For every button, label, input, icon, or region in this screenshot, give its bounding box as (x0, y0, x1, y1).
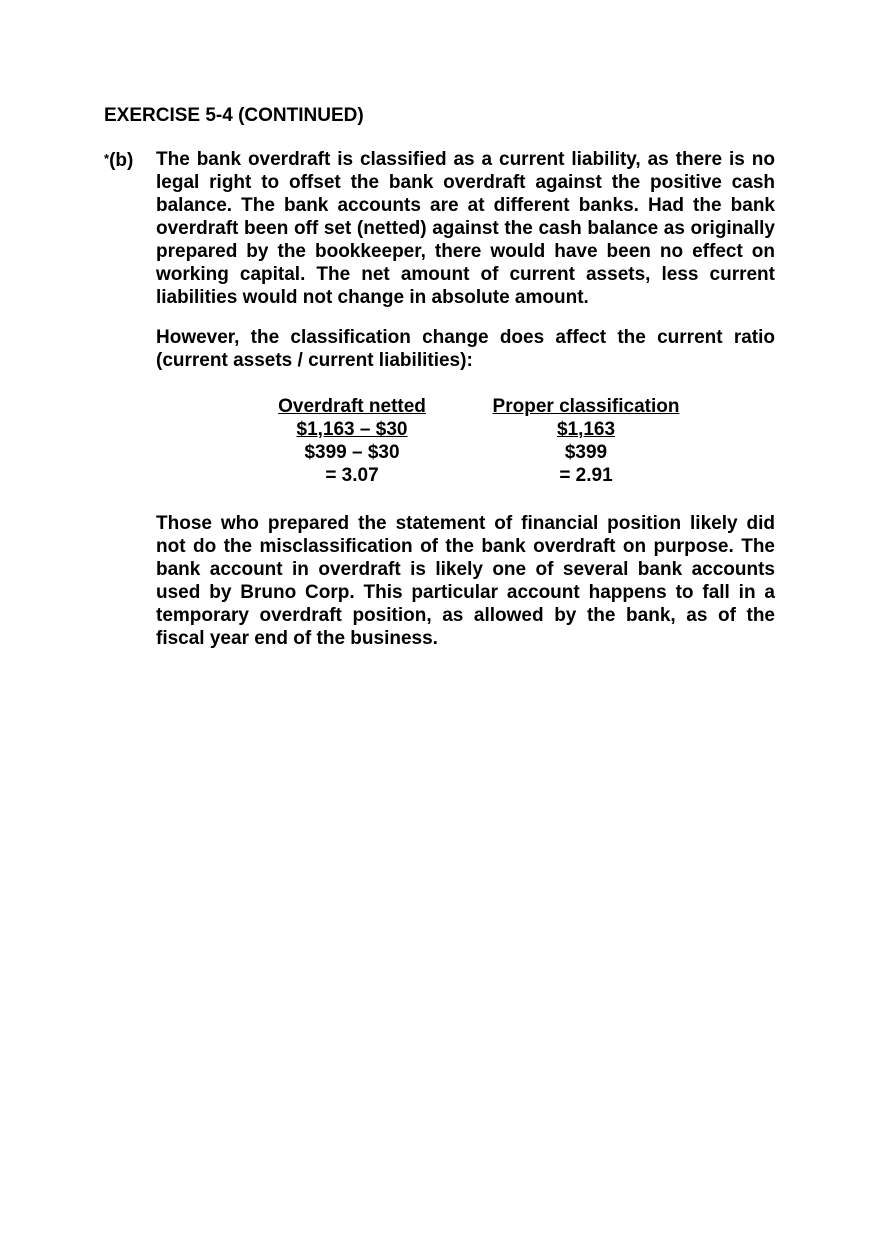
ratio-denominator-netted: $399 – $30 (304, 442, 400, 463)
ratio-numerator-netted: $1,163 – $30 (296, 419, 408, 440)
exercise-heading: EXERCISE 5-4 (CONTINUED) (104, 105, 364, 126)
ratio-result-proper: = 2.91 (559, 465, 613, 486)
ratio-result-netted: = 3.07 (325, 465, 379, 486)
paragraph-misclassification: Those who prepared the statement of financial position likely did not do the misclassification of the bank overdraft on purpose. The bank account in overdraft is likely one of several bank accounts used by Bruno Corp. This particular account happens to fall in a temporary overdraft position, as allowed by the bank, as of the fiscal year end of the business. (156, 513, 775, 649)
ratio-column-netted (268, 395, 436, 487)
part-label (104, 150, 133, 172)
part-marker: * (104, 151, 110, 166)
ratio-column-proper (483, 395, 689, 487)
paragraph-current-ratio: However, the classification change does affect the current ratio (current assets / current liabilities): (156, 327, 775, 371)
ratio-denominator-proper: $399 (564, 442, 608, 463)
ratio-header-proper: Proper classification (492, 396, 680, 417)
part-letter: (b) (109, 150, 134, 171)
paragraph-overdraft-classification: The bank overdraft is classified as a current liability, as there is no legal right to offset the bank overdraft against the positive cash balance. The bank accounts are at different banks. Had the bank overdraft been off set (netted) against the cash balance as originally prepared by the bookkeeper, there would have been no effect on working capital. The net amount of current assets, less current liabilities would not change in absolute amount. (156, 149, 775, 308)
ratio-numerator-proper: $1,163 (556, 419, 616, 440)
ratio-header-netted: Overdraft netted (278, 396, 426, 417)
